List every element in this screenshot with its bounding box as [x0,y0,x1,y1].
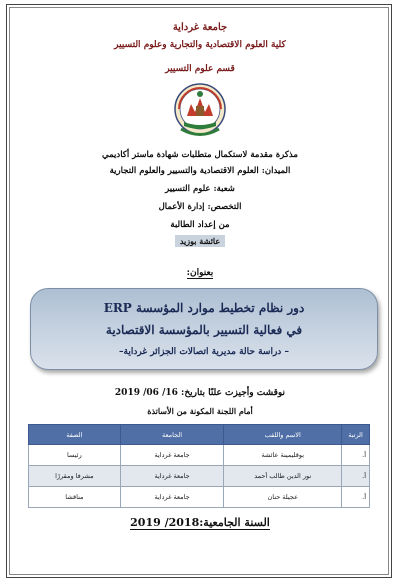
cell-rank: أ. [342,466,370,487]
field-label: الميدان: العلوم الاقتصادية والتسيير والعلوم التجارية [109,166,291,176]
thesis-subtitle: – دراسة حالة مديرية اتصالات الجزائر غرداية– [119,347,289,357]
cell-university: جامعة غرداية [120,466,224,487]
cell-role: رئيسا [29,445,121,466]
prepared-by-label: من إعداد الطالبة [170,220,230,230]
table-row [29,445,370,466]
academic-year [0,516,400,529]
header-rank: الرتبة [342,425,370,445]
specialization-label: التخصص: إدارة الأعمال [158,202,242,212]
cell-name: عجيلة حنان [224,487,342,508]
memo-description: مذكرة مقدمة لاستكمال متطلبات شهادة ماستر أكاديمي [102,150,298,160]
committee-intro: أمام اللجنة المكونة من الأساتذة [147,406,253,416]
cell-rank: أ. [342,445,370,466]
cell-university: جامعة غرداية [120,445,224,466]
title-label [0,268,400,278]
title-label-text: بعنوان: [186,268,214,278]
table-row [29,466,370,487]
thesis-title-line1: دور نظام تخطيط موارد المؤسسة ERP [103,301,305,315]
header-role: الصفة [29,425,121,445]
header-university: الجامعة [120,425,224,445]
student-name-text: عائشة بوزيد [175,235,225,247]
student-name [0,236,400,246]
cell-rank: أ. [342,487,370,508]
thesis-title-line2: في فعالية التسيير بالمؤسسة الاقتصادية [105,323,303,337]
thesis-title-box [30,288,378,370]
university-seal-icon [173,82,227,140]
table-row [29,487,370,508]
committee-table-header [29,425,370,445]
cell-name: نور الدين طالب أحمد [224,466,342,487]
branch-label: شعبة: علوم التسيير [165,184,235,194]
department-name: قسم علوم التسيير [165,64,235,74]
cell-university: جامعة غرداية [120,487,224,508]
cell-role: مناقشا [29,487,121,508]
cell-role: مشرفا ومقررًا [29,466,121,487]
defense-date: نوقشت وأجيزت علنًا بتاريخ: 16/ 06/ 2019 [114,388,286,398]
faculty-name: كلية العلوم الاقتصادية والتجارية وعلوم التسيير [114,40,286,50]
header-name: الاسم واللقب [224,425,342,445]
academic-year-text: السنة الجامعية:2018/ 2019 [130,516,270,529]
university-name: جامعة غرداية [172,22,228,33]
cell-name: بوقليمينة عائشة [224,445,342,466]
committee-table [28,424,370,508]
